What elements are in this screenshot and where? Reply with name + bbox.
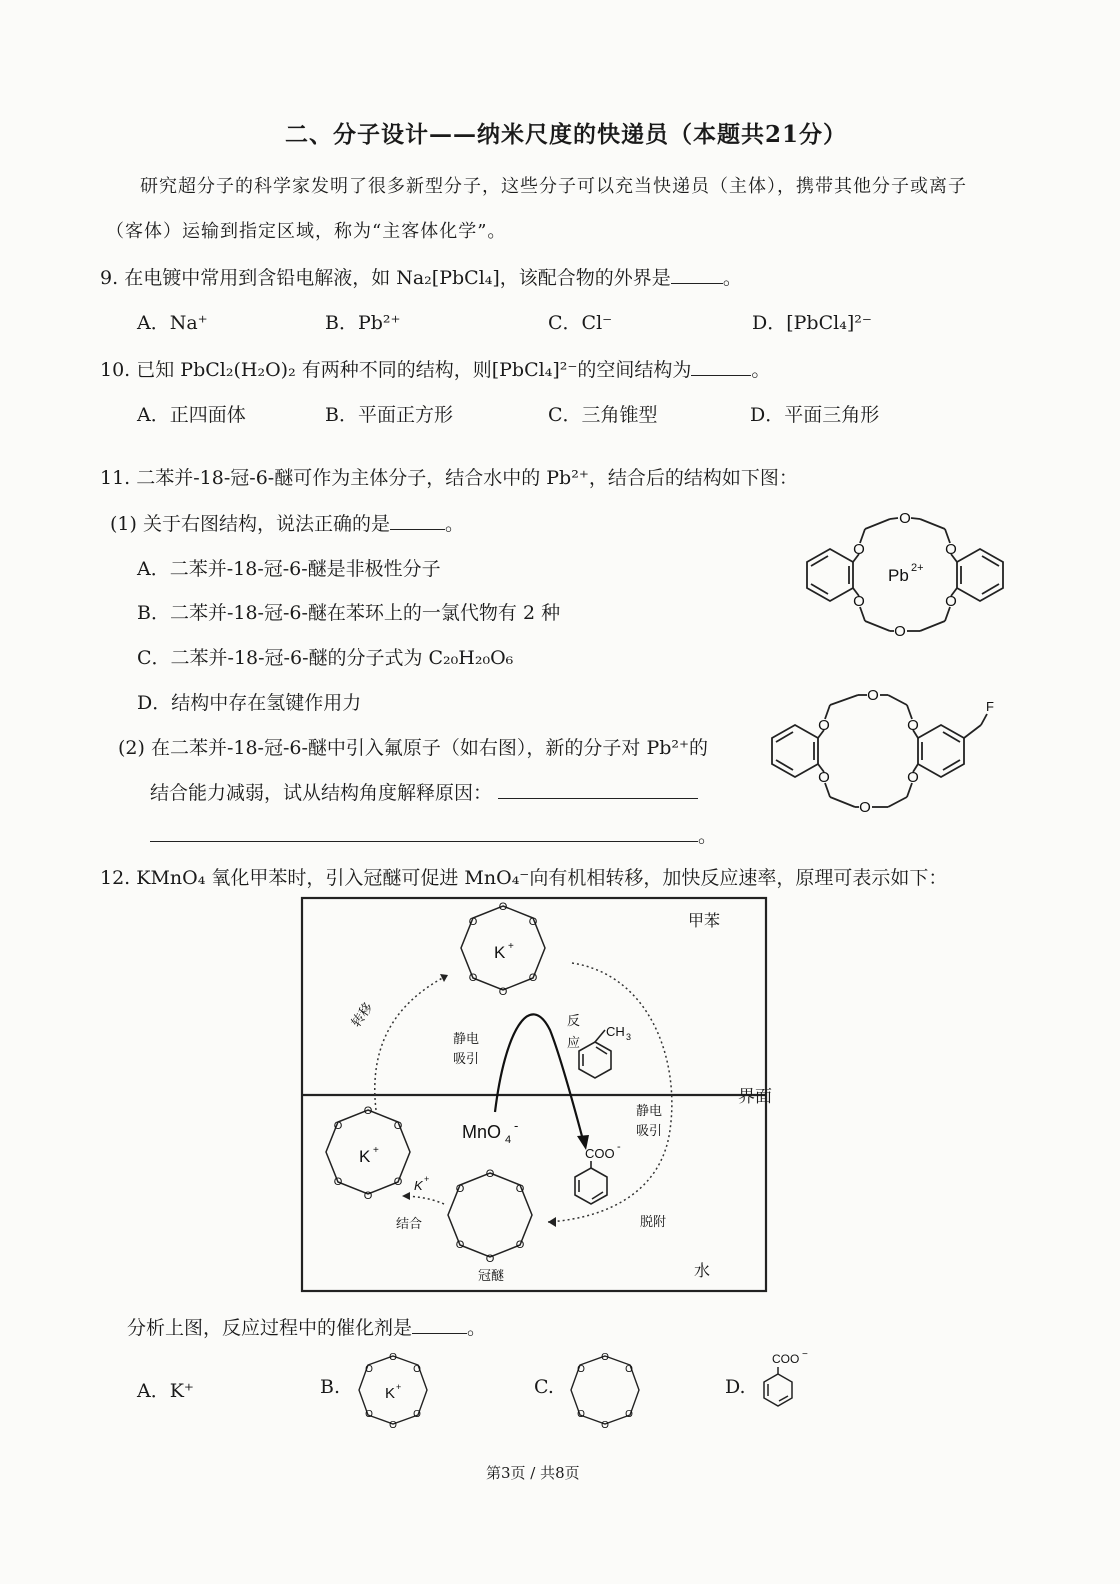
svg-text:+: + (373, 1145, 379, 1156)
question-stem: 已知 PbCl₂(H₂O)₂ 有两种不同的结构，则[PbCl₄]²⁻的空间结构为 (136, 359, 692, 381)
svg-text:O: O (389, 1352, 397, 1363)
q12-option-c[interactable]: C. (534, 1376, 554, 1398)
svg-text:O: O (363, 1105, 373, 1117)
lead-ion-label: Pb (888, 566, 909, 585)
q11-sub1 (110, 509, 464, 536)
answer-blank[interactable] (498, 780, 698, 799)
crown-k-complex-left (326, 1105, 410, 1202)
attract-label-right-1: 静电 (636, 1103, 663, 1118)
question-12 (100, 863, 947, 890)
svg-text:O: O (577, 1364, 585, 1375)
svg-text:-: - (514, 1118, 519, 1133)
svg-text:O: O (455, 1183, 465, 1195)
question-stem: KMnO₄ 氧化甲苯时，引入冠醚可促进 MnO₄⁻向有机相转移，加快反应速率，原理可表示如下： (136, 867, 948, 889)
combine-label: 结合 (396, 1216, 423, 1231)
q11-option-a[interactable]: A．二苯并-18-冠-6-醚是非极性分子 (137, 558, 441, 580)
q12-question (127, 1313, 486, 1340)
oxygen-label: O (894, 623, 906, 640)
react-label-1: 反 (567, 1013, 581, 1028)
svg-text:O: O (363, 1190, 373, 1202)
reaction-arrow (495, 1014, 583, 1140)
water-phase-label: 水 (694, 1263, 711, 1280)
svg-text:O: O (601, 1420, 609, 1431)
free-crown-ether (448, 1168, 532, 1265)
svg-text:O: O (515, 1183, 525, 1195)
oxygen-label: O (867, 687, 879, 704)
intro-line-2: （客体）运输到指定区域，称为“主客体化学”。 (106, 221, 507, 242)
svg-text:O: O (393, 1120, 403, 1132)
combine-arrow (408, 1196, 444, 1204)
svg-text:-: - (617, 1141, 621, 1153)
svg-text:O: O (515, 1239, 525, 1251)
sub-question-label: (1) 关于右图结构，说法正确的是 (110, 513, 390, 535)
svg-text:O: O (393, 1176, 403, 1188)
svg-text:+: + (396, 1382, 402, 1392)
svg-text:O: O (625, 1364, 633, 1375)
benzoate-structure (575, 1161, 607, 1204)
q10-option-a[interactable]: A．正四面体 (137, 404, 246, 426)
svg-text:O: O (498, 901, 508, 913)
svg-text:O: O (577, 1409, 585, 1420)
svg-text:O: O (528, 916, 538, 928)
q10-option-d[interactable]: D．平面三角形 (750, 404, 880, 426)
question-stem: 二苯并-18-冠-6-醚可作为主体分子，结合水中的 Pb²⁺，结合后的结构如下图： (136, 467, 798, 489)
option-b-crown-k (350, 1348, 436, 1432)
oxygen-label: O (853, 541, 865, 558)
fluorine-label: F (986, 699, 994, 714)
svg-text:O: O (333, 1176, 343, 1188)
question-number: 10. (100, 359, 131, 381)
answer-blank[interactable] (412, 1315, 467, 1334)
question-end: 。 (751, 359, 771, 381)
oxygen-label: O (907, 717, 919, 734)
svg-text:+: + (508, 941, 514, 952)
oxygen-label: O (853, 593, 865, 610)
methyl-label: CH (606, 1024, 625, 1039)
oxygen-label: O (945, 541, 957, 558)
svg-text:K: K (414, 1178, 423, 1193)
svg-text:O: O (365, 1409, 373, 1420)
svg-text:O: O (455, 1239, 465, 1251)
svg-text:4: 4 (505, 1134, 512, 1146)
benzoate-label: COO (585, 1146, 615, 1161)
q9-option-c[interactable]: C．Cl⁻ (548, 312, 613, 334)
answer-blank[interactable] (691, 357, 751, 376)
q11-option-b[interactable]: B．二苯并-18-冠-6-醚在苯环上的一氯代物有 2 种 (137, 602, 561, 624)
transfer-arrow (375, 975, 448, 1110)
dibenzo-crown-pb-figure (780, 505, 1040, 655)
sub-question-text: 结合能力减弱，试从结构角度解释原因： (150, 782, 493, 804)
svg-text:O: O (498, 986, 508, 998)
crown-label: 冠醚 (478, 1268, 505, 1283)
section-title: 二、分子设计——纳米尺度的快递员（本题共21分） (285, 121, 848, 148)
question-number: 12. (100, 867, 131, 889)
answer-blank-continued[interactable] (150, 823, 698, 842)
q11-option-c[interactable]: C．二苯并-18-冠-6-醚的分子式为 C₂₀H₂₀O₆ (137, 647, 514, 669)
question-11 (100, 463, 798, 490)
attract-label-left-2: 吸引 (453, 1051, 480, 1066)
question-10 (100, 355, 770, 382)
intro-line-1: 研究超分子的科学家发明了很多新型分子，这些分子可以充当快递员（主体），携带其他分子或离子 (140, 176, 967, 197)
page-footer: 第3页 / 共8页 (486, 1464, 580, 1482)
oxygen-label: O (899, 510, 911, 527)
answer-blank[interactable] (390, 511, 445, 530)
svg-text:3: 3 (626, 1032, 632, 1042)
question-end: 。 (444, 513, 464, 535)
q10-option-c[interactable]: C．三角锥型 (548, 404, 658, 426)
q12-option-b[interactable]: B. (320, 1376, 341, 1398)
q11-option-d[interactable]: D．结构中存在氢键作用力 (137, 692, 362, 714)
q11-sub2-line2 (150, 778, 698, 805)
crown-k-complex-top (461, 901, 545, 998)
svg-text:O: O (468, 916, 478, 928)
svg-text:O: O (413, 1364, 421, 1375)
attract-label-right-2: 吸引 (636, 1123, 663, 1138)
phase-transfer-diagram (290, 890, 790, 1295)
svg-text:O: O (468, 972, 478, 984)
oxygen-label: O (945, 593, 957, 610)
svg-text:O: O (528, 972, 538, 984)
oxygen-label: O (818, 717, 830, 734)
q9-option-d[interactable]: D．[PbCl₄]²⁻ (752, 312, 872, 334)
svg-text:O: O (485, 1253, 495, 1265)
option-c-crown (562, 1348, 648, 1432)
svg-text:O: O (333, 1120, 343, 1132)
q9-option-a[interactable]: A．Na⁺ (137, 312, 208, 334)
answer-blank[interactable] (671, 265, 723, 284)
question-9 (100, 263, 742, 290)
question-number: 11. (100, 467, 131, 489)
svg-text:O: O (365, 1364, 373, 1375)
svg-text:K: K (359, 1147, 371, 1166)
svg-text:O: O (625, 1409, 633, 1420)
svg-text:COO: COO (772, 1352, 800, 1366)
interface-label: 界面 (738, 1087, 772, 1107)
question-stem: 在电镀中常用到含铅电解液，如 Na₂[PbCl₄]，该配合物的外界是 (124, 267, 671, 289)
attract-label-left-1: 静电 (453, 1031, 480, 1046)
question-end: 。 (698, 825, 718, 847)
svg-text:−: − (802, 1349, 808, 1360)
react-label-2: 应 (567, 1035, 581, 1050)
svg-text:O: O (601, 1352, 609, 1363)
oxygen-label: O (907, 769, 919, 786)
svg-text:K: K (385, 1385, 396, 1402)
option-d-benzoate (752, 1348, 822, 1418)
q10-option-b[interactable]: B．平面正方形 (325, 404, 453, 426)
q12-option-a[interactable]: A．K⁺ (137, 1380, 194, 1402)
svg-text:O: O (485, 1168, 495, 1180)
q11-sub2-line3 (150, 821, 717, 848)
question-end: 。 (467, 1317, 487, 1339)
svg-text:O: O (389, 1420, 397, 1431)
svg-text:O: O (413, 1409, 421, 1420)
desorb-label: 脱附 (640, 1214, 667, 1229)
lead-ion-charge: 2+ (911, 562, 924, 574)
fluoro-dibenzo-crown-figure (755, 685, 1025, 830)
question-stem: 分析上图，反应过程中的催化剂是 (127, 1317, 413, 1339)
desorb-arrow (548, 963, 672, 1222)
q12-option-d[interactable]: D. (725, 1376, 746, 1398)
permanganate-label: MnO (462, 1122, 502, 1142)
oxygen-label: O (818, 769, 830, 786)
svg-text:+: + (424, 1174, 430, 1184)
q9-option-b[interactable]: B．Pb²⁺ (325, 312, 401, 334)
question-end: 。 (722, 267, 742, 289)
oxygen-label: O (859, 799, 871, 816)
svg-text:K: K (494, 943, 506, 962)
transfer-label: 转移 (348, 999, 376, 1030)
question-number: 9. (100, 267, 119, 289)
toluene-phase-label: 甲苯 (688, 913, 721, 930)
q11-sub2-line1: (2) 在二苯并-18-冠-6-醚中引入氟原子（如右图），新的分子对 Pb²⁺的 (118, 737, 709, 759)
